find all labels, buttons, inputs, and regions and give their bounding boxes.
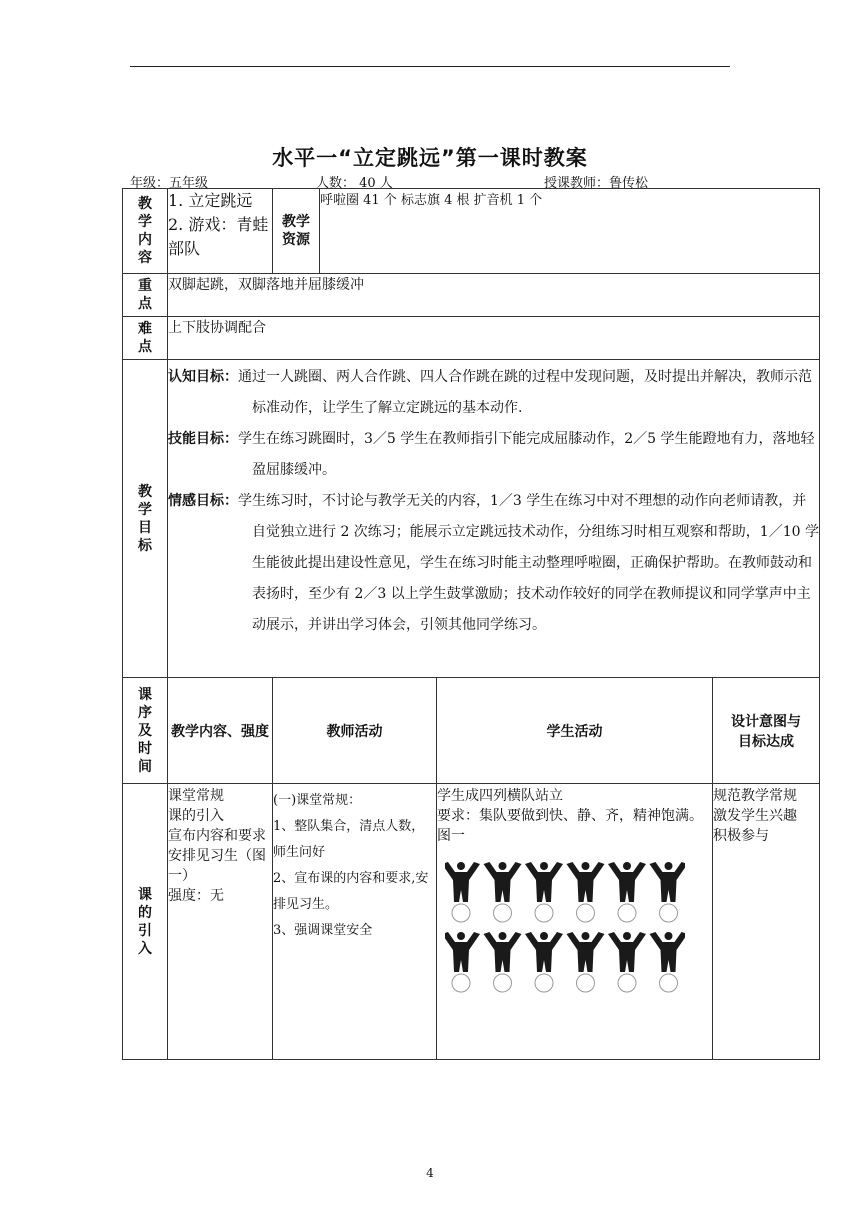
header-rule [130, 66, 730, 67]
teacher-line: (一)课堂常规： [273, 793, 362, 808]
formation-diagram [445, 858, 685, 998]
intro-student [437, 784, 713, 1060]
teacher-name: 授课教师：鲁传松 [544, 176, 649, 191]
design-line: 规范教学常规 [713, 788, 797, 804]
student-figure-icon [445, 862, 480, 902]
student-figure-icon [650, 932, 686, 972]
intro-design [713, 784, 820, 1060]
header-content: 教学内容、强度 [168, 678, 273, 784]
intro-teacher [273, 784, 437, 1060]
goals-block [168, 360, 820, 678]
student-figure-icon [445, 932, 480, 972]
hoop-icon [577, 974, 595, 992]
goal-skill: 技能目标：学生在练习跳圈时，3／5 学生在教师指引下能完成屈膝动作，2／5 学生能蹬地有力，落地轻盈屈膝缓冲。 [168, 431, 815, 478]
content-item: 1. 立定跳远 [168, 191, 253, 210]
intro-content-line: 安排见习生（图一） [168, 848, 266, 884]
hoop-icon [577, 904, 595, 922]
header-teacher: 教师活动 [273, 678, 437, 784]
intro-content-line: 课的引入 [168, 808, 224, 824]
hoop-icon [618, 904, 636, 922]
hoop-icon [660, 904, 678, 922]
goal-affective: 情感目标：学生练习时，不讨论与教学无关的内容，1／3 学生在练习中对不理想的动作向老师请教，并自觉独立进行 2 次练习；能展示立定跳远技术动作，分组练习时相互观察和帮助，1／10 学生能彼此提出建设性意见，学生在练习时能主动整理呼啦圈，正确保护帮助。在教师鼓动和表扬时，至少有 2／3 以上学生鼓掌激励；技术动作较好的同学在教师提议和同学掌声中主动展示，并讲出学习体会，引领其他同学练习。 [168, 493, 819, 633]
page-title: 水平一“立定跳远”第一课时教案 [272, 146, 588, 170]
student-line: 图一 [437, 828, 465, 844]
student-figure-icon [567, 862, 605, 902]
difficulty-point: 上下肢协调配合 [168, 317, 820, 360]
label-resources: 教学 资源 [273, 189, 320, 274]
header-design: 设计意图与目标达成 [713, 678, 820, 784]
design-line: 激发学生兴趣 [713, 808, 797, 824]
grade-label: 年级：五年级 [130, 176, 209, 191]
hoop-icon [494, 904, 512, 922]
intro-content-line: 宣布内容和要求 [168, 828, 266, 844]
hoop-icon [452, 974, 470, 992]
hoop-icon [535, 974, 553, 992]
intro-content-line: 强度：无 [168, 888, 224, 904]
student-figure-icon [525, 862, 563, 902]
lesson-plan-table [122, 188, 820, 1060]
content-items [168, 189, 273, 274]
label-sequence: 课 序 及 时 间 [123, 678, 168, 784]
content-item: 2. 游戏：青蛙部队 [168, 215, 269, 258]
label-goals: 教 学 目 标 [123, 360, 168, 678]
teacher-line: 1、整队集合，清点人数，师生问好 [273, 819, 425, 860]
header-student: 学生活动 [437, 678, 713, 784]
key-point: 双脚起跳，双脚落地并屈膝缓冲 [168, 274, 820, 317]
label-difficulty: 难 点 [123, 317, 168, 360]
label-key: 重 点 [123, 274, 168, 317]
design-line: 积极参与 [713, 828, 769, 844]
student-line: 要求：集队要做到快、静、齐，精神饱满。 [437, 808, 703, 824]
hoop-icon [618, 974, 636, 992]
student-figure-icon [608, 932, 646, 972]
resources-text: 呼啦圈 41 个 标志旗 4 根 扩音机 1 个 [320, 189, 820, 274]
goal-cognitive: 认知目标：通过一人跳圈、两人合作跳、四人合作跳在跳的过程中发现问题，及时提出并解决，教师示范标准动作，让学生了解立定跳远的基本动作. [168, 369, 812, 416]
teacher-line: 3、强调课堂安全 [273, 923, 373, 938]
intro-content-line: 课堂常规 [168, 788, 224, 804]
intro-content [168, 784, 273, 1060]
student-line: 学生成四列横队站立 [437, 788, 563, 804]
hoop-icon [494, 974, 512, 992]
label-content: 教 学 内 容 [123, 189, 168, 274]
student-figure-icon [484, 862, 522, 902]
student-figure-icon [608, 862, 646, 902]
formation-figure [445, 858, 712, 1002]
teacher-line: 2、宣布课的内容和要求,安排见习生。 [273, 871, 429, 912]
hoop-icon [452, 904, 470, 922]
hoop-icon [535, 904, 553, 922]
student-figure-icon [484, 932, 522, 972]
hoop-icon [660, 974, 678, 992]
student-figure-icon [525, 932, 563, 972]
student-count: 人数： 40 人 [316, 176, 393, 191]
page-number: 4 [426, 1166, 434, 1180]
label-intro: 课 的 引 入 [123, 784, 168, 1060]
student-figure-icon [567, 932, 605, 972]
student-figure-icon [650, 862, 686, 902]
